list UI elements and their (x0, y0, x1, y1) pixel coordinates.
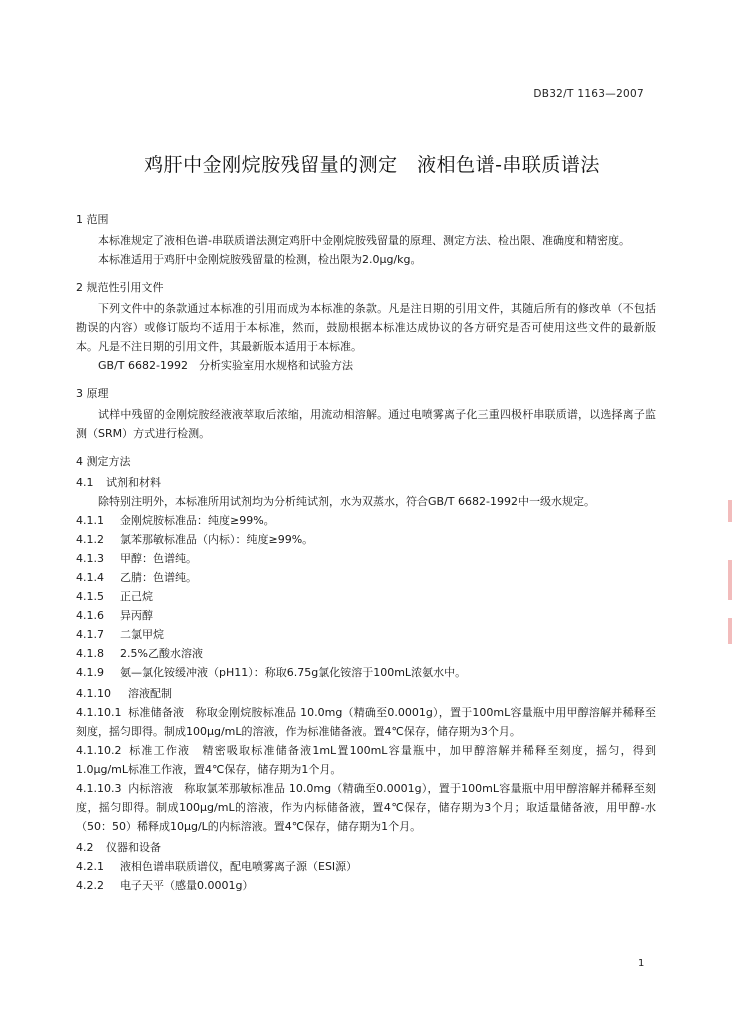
item-number: 4.1.9 (76, 666, 104, 679)
subsection-4-2-heading (76, 838, 656, 857)
item-text: 氨—氯化铵缓冲液（pH11）：称取6.75g氯化铵溶于100mL浓氨水中。 (120, 666, 467, 679)
subsection-title: 试剂和材料 (106, 476, 161, 489)
item-text: 甲醇：色谱纯。 (120, 552, 197, 565)
section-3-paragraph-1: 试样中残留的金刚烷胺经液液萃取后浓缩，用流动相溶解。通过电喷雾离子化三重四极杆串联质谱，以选择离子监测（SRM）方式进行检测。 (76, 408, 656, 440)
solution-item-internal-standard (76, 779, 656, 836)
subsection-title: 溶液配制 (128, 687, 172, 700)
subsection-number: 4.1 (76, 476, 94, 489)
section-4-heading: 4 测定方法 (76, 455, 131, 468)
item-number: 4.1.10.1 (76, 706, 122, 719)
section-1-paragraph-2: 本标准适用于鸡肝中金刚烷胺残留量的检测，检出限为2.0μg/kg。 (98, 253, 422, 266)
subsection-4-1-paragraph: 除特别注明外，本标准所用试剂均为分析纯试剂，水为双蒸水，符合GB/T 6682-1992中一级水规定。 (98, 495, 595, 508)
subsection-number: 4.1.10 (76, 687, 111, 700)
list-item (76, 876, 656, 895)
item-number: 4.1.10.2 (76, 744, 122, 757)
item-text: 二氯甲烷 (120, 628, 164, 641)
list-item (76, 644, 656, 663)
section-1-paragraph-1: 本标准规定了液相色谱-串联质谱法测定鸡肝中金刚烷胺残留量的原理、测定方法、检出限、准确度和精密度。 (98, 234, 630, 247)
subsection-4-1-heading (76, 473, 656, 492)
section-2-paragraph-1: 下列文件中的条款通过本标准的引用而成为本标准的条款。凡是注日期的引用文件，其随后所有的修改单（不包括勘误的内容）或修订版均不适用于本标准，然而，鼓励根据本标准达成协议的各方研究是否可使用这些文件的最新版本。凡是不注日期的引用文件，其最新版本适用于本标准。 (76, 302, 656, 353)
list-item (76, 549, 656, 568)
item-text: 金刚烷胺标准品：纯度≥99%。 (120, 514, 275, 527)
section-2-heading: 2 规范性引用文件 (76, 281, 164, 294)
list-item (76, 587, 656, 606)
item-text: 标准储备液 称取金刚烷胺标准品 10.0mg（精确至0.0001g），置于100mL容量瓶中用甲醇溶解并稀释至刻度，摇匀即得。制成100μg/mL的溶液，作为标准储备液。置4℃保存，储存期为3个月。 (76, 706, 656, 738)
item-number: 4.1.3 (76, 552, 104, 565)
item-text: 异丙醇 (120, 609, 153, 622)
list-item (76, 663, 656, 682)
subsection-title: 仪器和设备 (106, 841, 161, 854)
page-number: 1 (638, 958, 645, 969)
item-text: 液相色谱串联质谱仪，配电喷雾离子源（ESI源） (120, 860, 358, 873)
document-body (76, 210, 656, 895)
item-number: 4.1.1 (76, 514, 104, 527)
item-text: 正己烷 (120, 590, 153, 603)
section-2-reference: GB/T 6682-1992 分析实验室用水规格和试验方法 (98, 359, 353, 372)
document-title: 鸡肝中金刚烷胺残留量的测定 液相色谱-串联质谱法 (144, 154, 600, 176)
subsection-number: 4.2 (76, 841, 94, 854)
item-number: 4.1.6 (76, 609, 104, 622)
standard-code: DB32/T 1163—2007 (533, 88, 644, 100)
solution-item-standard-stock (76, 703, 656, 741)
item-number: 4.1.4 (76, 571, 104, 584)
list-item (76, 568, 656, 587)
list-item (76, 606, 656, 625)
list-item (76, 511, 656, 530)
list-item (76, 625, 656, 644)
section-3-heading: 3 原理 (76, 387, 109, 400)
solution-item-working-solution (76, 741, 656, 779)
item-number: 4.1.8 (76, 647, 104, 660)
item-text: 标准工作液 精密吸取标准储备液1mL置100mL容量瓶中，加甲醇溶解并稀释至刻度，摇匀，得到1.0μg/mL标准工作液，置4℃保存，储存期为1个月。 (76, 744, 656, 776)
list-item (76, 857, 656, 876)
item-number: 4.2.2 (76, 879, 104, 892)
subsection-4-1-10-heading (76, 684, 656, 703)
scan-edge-mark (728, 500, 732, 522)
item-text: 内标溶液 称取氯苯那敏标准品 10.0mg（精确至0.0001g），置于100mL容量瓶中用甲醇溶解并稀释至刻度，摇匀即得。制成100μg/mL的溶液，作为内标储备液，置4℃保存，储存期为3个月；取适量储备液，用甲醇-水（50：50）稀释成10μg/L的内标溶液。置4℃保存，储存期为1个月。 (76, 782, 656, 833)
scan-edge-mark (728, 618, 732, 644)
item-number: 4.1.10.3 (76, 782, 122, 795)
scan-edge-mark (728, 560, 732, 600)
item-number: 4.1.7 (76, 628, 104, 641)
item-text: 2.5%乙酸水溶液 (120, 647, 203, 660)
item-number: 4.1.5 (76, 590, 104, 603)
item-number: 4.1.2 (76, 533, 104, 546)
item-number: 4.2.1 (76, 860, 104, 873)
section-1-heading: 1 范围 (76, 213, 109, 226)
item-text: 氯苯那敏标准品（内标）：纯度≥99%。 (120, 533, 314, 546)
item-text: 电子天平（感量0.0001g） (120, 879, 254, 892)
item-text: 乙腈：色谱纯。 (120, 571, 197, 584)
list-item (76, 530, 656, 549)
